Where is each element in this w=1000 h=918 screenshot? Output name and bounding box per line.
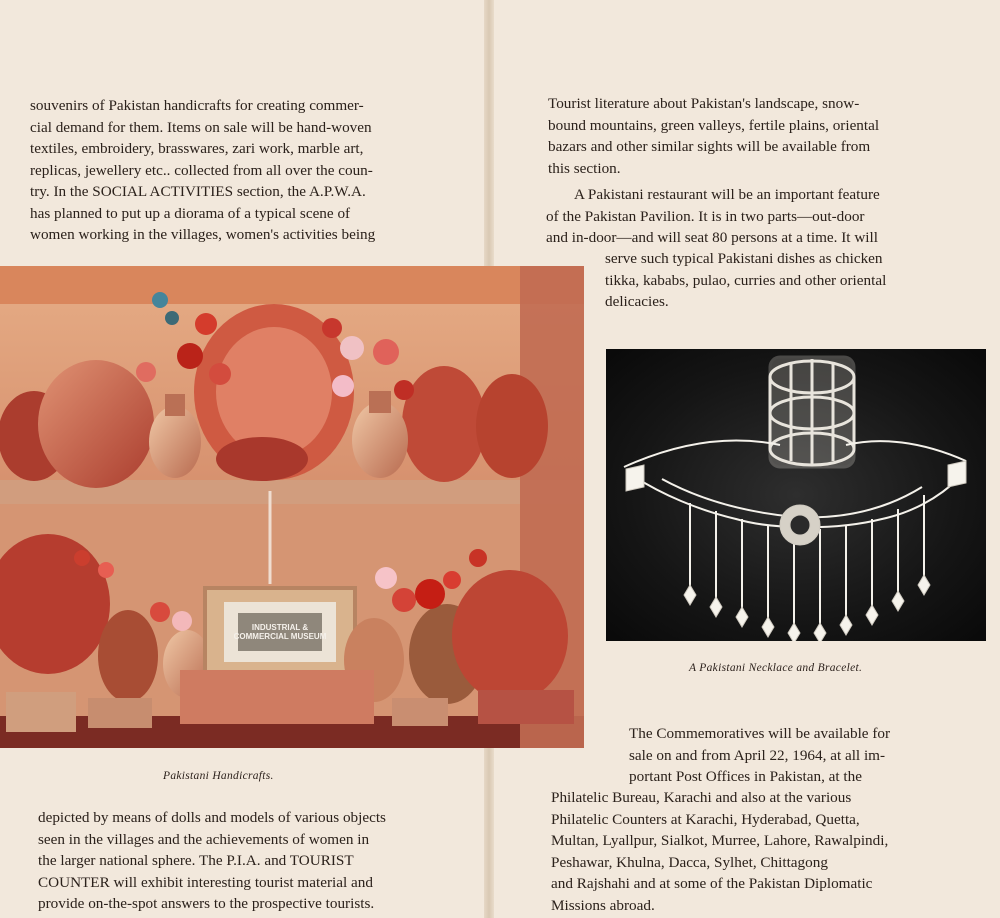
- restaurant-line: and in-door—and will seat 80 persons at a time. It will: [546, 229, 878, 246]
- necklace-bracelet-photo: [606, 349, 986, 641]
- necklace-pendants: [626, 461, 966, 641]
- restaurant-paragraph: [546, 184, 942, 249]
- restaurant-continuation: [605, 248, 942, 313]
- left-top-line: textiles, embroidery, brasswares, zari work, marble art,: [30, 140, 364, 157]
- commemoratives-paragraph-end: [551, 787, 942, 916]
- left-bottom-line: the larger national sphere. The P.I.A. and TOURIST: [38, 852, 354, 869]
- restaurant-cont-line: tikka, kababs, pulao, curries and other oriental: [605, 271, 887, 289]
- tourist-line: bound mountains, green valleys, fertile plains, oriental: [548, 116, 880, 134]
- commemoratives-line: Multan, Lyallpur, Sialkot, Murree, Lahore, Rawalpindi,: [551, 832, 889, 849]
- commemoratives-line: and Rajshahi and at some of the Pakistan Diplomatic: [551, 875, 873, 892]
- commemoratives-line: Peshawar, Khulna, Dacca, Sylhet, Chittagong: [551, 853, 828, 871]
- restaurant-line: A Pakistani restaurant will be an important feature: [574, 186, 880, 203]
- pakistani-handicrafts-photo: [0, 266, 584, 748]
- tourist-line: this section.: [548, 159, 621, 177]
- commemoratives-line: Philatelic Bureau, Karachi and also at the various: [551, 789, 852, 806]
- left-bottom-paragraph: [38, 807, 432, 915]
- restaurant-cont-line: serve such typical Pakistani dishes as chicken: [605, 250, 883, 267]
- right-photo-caption: A Pakistani Necklace and Bracelet.: [689, 662, 863, 674]
- left-bottom-line: depicted by means of dolls and models of various objects: [38, 809, 386, 826]
- necklace-bracelet-illustration: [606, 349, 986, 641]
- handicrafts-illustration: [0, 266, 584, 748]
- tourist-literature-paragraph: [548, 93, 942, 179]
- left-top-line: try. In the SOCIAL ACTIVITIES section, the A.P.W.A.: [30, 183, 366, 200]
- commemoratives-line: Missions abroad.: [551, 896, 655, 914]
- tourist-line: bazars and other similar sights will be available from: [548, 138, 871, 155]
- restaurant-line: of the Pakistan Pavilion. It is in two parts—out-door: [546, 207, 865, 225]
- tourist-line: Tourist literature about Pakistan's landscape, snow-: [548, 95, 860, 112]
- left-top-line: souvenirs of Pakistan handicrafts for creating commer-: [30, 97, 364, 114]
- left-top-line: cial demand for them. Items on sale will be hand-woven: [30, 118, 372, 136]
- left-photo-caption: Pakistani Handicrafts.: [163, 770, 274, 782]
- commemoratives-line: The Commemoratives will be available for: [629, 725, 891, 742]
- left-bottom-line: COUNTER will exhibit interesting tourist material and: [38, 873, 373, 891]
- restaurant-cont-line: delicacies.: [605, 293, 669, 310]
- bracelet-shape: [770, 357, 854, 467]
- left-top-line: replicas, jewellery etc.. collected from all over the coun-: [30, 161, 373, 179]
- left-top-paragraph: [30, 95, 428, 246]
- museum-signboard-text: INDUSTRIAL & COMMERCIAL MUSEUM: [233, 623, 327, 641]
- commemoratives-line: portant Post Offices in Pakistan, at the: [629, 768, 862, 785]
- left-top-line: women working in the villages, women's activities being: [30, 226, 376, 243]
- commemoratives-paragraph-start: [629, 723, 942, 788]
- commemoratives-line: Philatelic Counters at Karachi, Hyderabad, Quetta,: [551, 810, 860, 828]
- left-bottom-line: provide on-the-spot answers to the prospective tourists.: [38, 895, 375, 912]
- commemoratives-line: sale on and from April 22, 1964, at all im-: [629, 746, 886, 764]
- left-bottom-line: seen in the villages and the achievements of women in: [38, 830, 370, 848]
- left-top-line: has planned to put up a diorama of a typical scene of: [30, 204, 351, 222]
